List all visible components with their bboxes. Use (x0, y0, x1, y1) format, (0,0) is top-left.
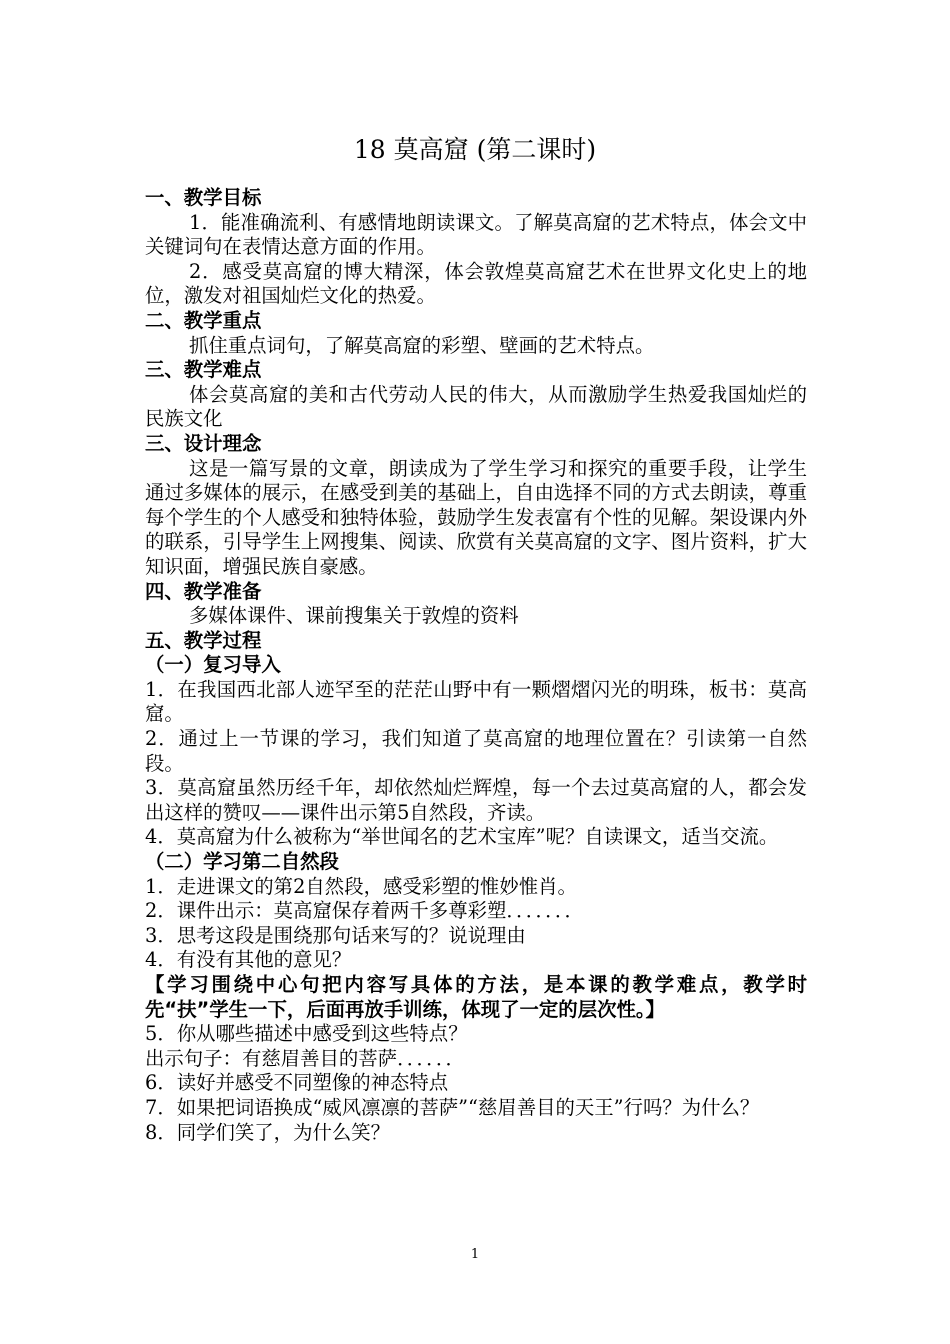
process-step: 4．莫高窟为什么被称为“举世闻名的艺术宝库”呢？自读课文，适当交流。 (145, 825, 779, 849)
process-step: 出示句子：有慈眉善目的菩萨．．．．．． (145, 1046, 465, 1070)
concept-text: 这是一篇写景的文章，朗读成为了学生学习和探究的重要手段，让学生通过多媒体的展示，在感受到美的基础上，自由选择不同的方式去朗读，尊重每个学生的个人感受和独特体验，鼓励学生发表富有个性的见解。架设课内外的联系，引导学生上网搜集、阅读、欣赏有关莫高窟的文字、图片资料，扩大知识面，增强民族自豪感。 (145, 456, 807, 578)
section-heading-prep: 四、教学准备 (145, 579, 262, 603)
section-heading-process: 五、教学过程 (145, 628, 262, 652)
document-body (145, 186, 807, 1145)
difficulty-text: 体会莫高窟的美和古代劳动人民的伟大，从而激励学生热爱我国灿烂的民族文化 (145, 382, 807, 431)
teaching-note: 【学习围绕中心句把内容写具体的方法，是本课的教学难点，教学时先“扶”学生一下，后面再放手训练，体现了一定的层次性。】 (145, 973, 807, 1021)
process-step: 4．有没有其他的意见？ (145, 948, 352, 972)
process-step: 1．在我国西北部人迹罕至的茫茫山野中有一颗熠熠闪光的明珠，板书：莫高窟。 (145, 677, 807, 726)
goal-item: 1．能准确流利、有感情地朗读课文。了解莫高窟的艺术特点，体会文中关键词句在表情达意方面的作用。 (145, 210, 807, 259)
process-step: 2．通过上一节课的学习，我们知道了莫高窟的地理位置在？引读第一自然段。 (145, 727, 807, 775)
process-step: 5．你从哪些描述中感受到这些特点？ (145, 1022, 468, 1046)
process-step: 2．课件出示：莫高窟保存着两千多尊彩塑．．．．．．． (145, 899, 584, 923)
process-step: 1．走进课文的第2自然段，感受彩塑的惟妙惟肖。 (145, 874, 577, 898)
process-step: 3．思考这段是围绕那句话来写的？说说理由 (145, 923, 526, 947)
page-number: 1 (470, 1247, 480, 1262)
prep-text: 多媒体课件、课前搜集关于敦煌的资料 (189, 604, 519, 628)
goal-item: 2．感受莫高窟的博大精深，体会敦煌莫高窟艺术在世界文化史上的地位，激发对祖国灿烂文化的热爱。 (145, 259, 807, 308)
subsection-heading-paragraph-two: （二）学习第二自然段 (145, 850, 339, 874)
subsection-heading-review: （一）复习导入 (145, 653, 281, 677)
process-step: 6．读好并感受不同塑像的神态特点 (145, 1071, 449, 1095)
document-title: 18 莫高窟 (第二课时) (353, 135, 597, 164)
section-heading-goals: 一、教学目标 (145, 186, 262, 209)
section-heading-focus: 二、教学重点 (145, 308, 262, 332)
process-step: 7．如果把词语换成“威风凛凛的菩萨”“慈眉善目的天王”行吗？为什么？ (145, 1095, 760, 1119)
process-step: 3．莫高窟虽然历经千年，却依然灿烂辉煌，每一个去过莫高窟的人，都会发出这样的赞叹——课件出示第5自然段，齐读。 (145, 776, 807, 824)
section-heading-difficulty: 三、教学难点 (145, 358, 262, 382)
focus-text: 抓住重点词句，了解莫高窟的彩塑、壁画的艺术特点。 (189, 333, 655, 357)
section-heading-concept: 三、设计理念 (145, 431, 262, 455)
process-step: 8．同学们笑了，为什么笑？ (145, 1120, 391, 1144)
